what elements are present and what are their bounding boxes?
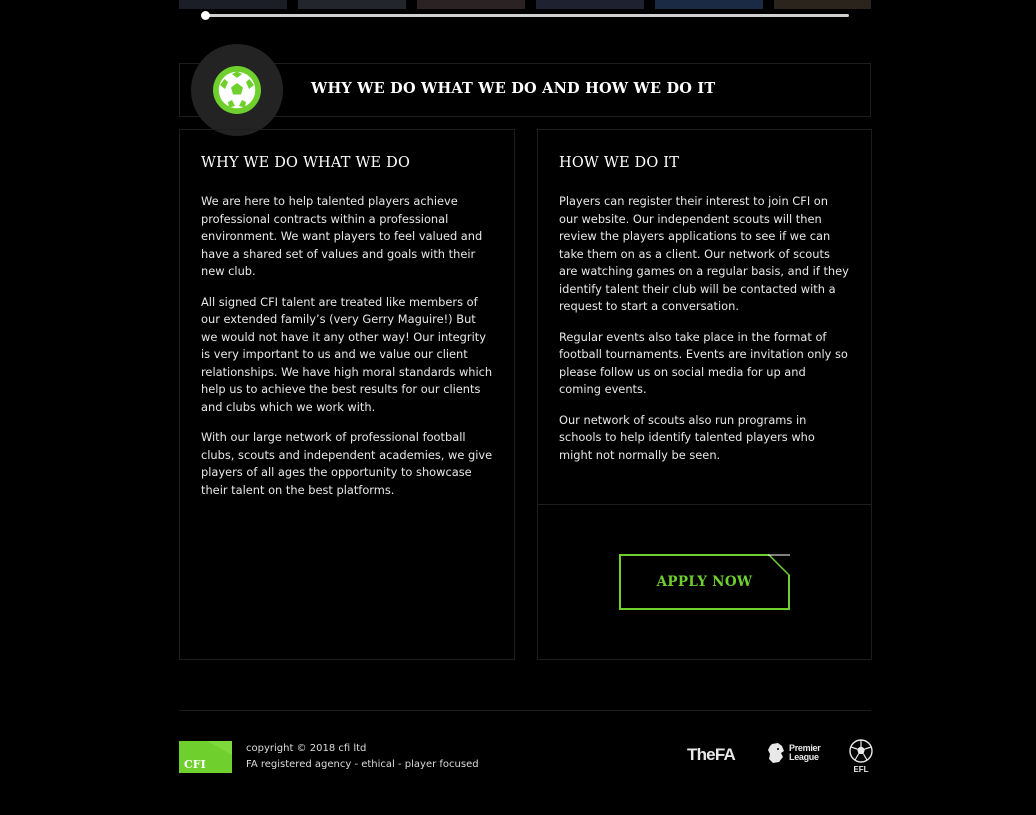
gallery-thumb[interactable]: [179, 0, 287, 9]
gallery-thumb[interactable]: [417, 0, 525, 9]
button-corner-notch: [768, 554, 790, 576]
copyright-text: copyright © 2018 cfi ltd: [246, 743, 367, 754]
footer-divider: [179, 710, 871, 711]
efl-logo[interactable]: [849, 739, 873, 774]
premier-league-line: Premier: [789, 743, 821, 753]
how-body: [559, 193, 849, 477]
soccer-ball-icon: [211, 64, 263, 116]
gallery-thumb[interactable]: [774, 0, 871, 9]
gallery-strip: [179, 0, 871, 9]
why-paragraph: All signed CFI talent are treated like members of our extended family’s (very Gerry Maguire!) But we would not have it any other way! Our integrity is very important to us and we value our client relationships. We have high moral standards which help us to achieve the best results for our clients and clubs which we work with.: [201, 294, 493, 414]
premier-league-line: League: [789, 752, 819, 762]
cfi-logo[interactable]: [179, 741, 232, 773]
how-paragraph: Regular events also take place in the format of football tournaments. Events are invitation only so please follow us on social media for up and coming events.: [559, 329, 848, 396]
cfi-logo-text: CFI: [184, 758, 206, 771]
why-body: [201, 193, 493, 512]
efl-text: EFL: [853, 765, 869, 774]
gallery-scrollbar[interactable]: [204, 14, 849, 17]
why-heading: WHY WE DO WHAT WE DO: [201, 155, 411, 171]
gallery-thumb[interactable]: [536, 0, 644, 9]
footer-copyright-block: [246, 741, 479, 773]
gallery-thumb[interactable]: [655, 0, 763, 9]
why-paragraph: With our large network of professional football clubs, scouts and independent academies, we give players of all ages the opportunity to showcase their talent on the best platforms.: [201, 430, 493, 497]
lion-icon: [766, 742, 786, 764]
the-fa-logo[interactable]: TheFA: [687, 745, 735, 764]
title-icon-disc: [191, 44, 283, 136]
premier-league-logo[interactable]: [766, 742, 820, 764]
efl-ball-icon: [849, 739, 873, 763]
how-paragraph: Our network of scouts also run programs in schools to help identify talented players who might not normally be seen.: [559, 412, 815, 462]
page-title: WHY WE DO WHAT WE DO AND HOW WE DO IT: [311, 80, 716, 97]
how-heading: HOW WE DO IT: [559, 155, 680, 171]
gallery-scrollbar-handle[interactable]: [201, 11, 210, 20]
why-paragraph: We are here to help talented players achieve professional contracts within a professional environment. We want players to feel valued and have a shared set of values and goals with their new club.: [201, 194, 483, 278]
apply-now-button[interactable]: APPLY NOW: [619, 554, 790, 610]
gallery-thumb[interactable]: [298, 0, 406, 9]
how-paragraph: Players can register their interest to join CFI on our website. Our independent scouts will then review the players applications to see if we can take them on as a client. Our network of scouts are watching games on a regular basis, and if they identify talent their club will be contacted with a request to start a conversation.: [559, 194, 849, 313]
tagline-text: FA registered agency - ethical - player focused: [246, 759, 479, 770]
